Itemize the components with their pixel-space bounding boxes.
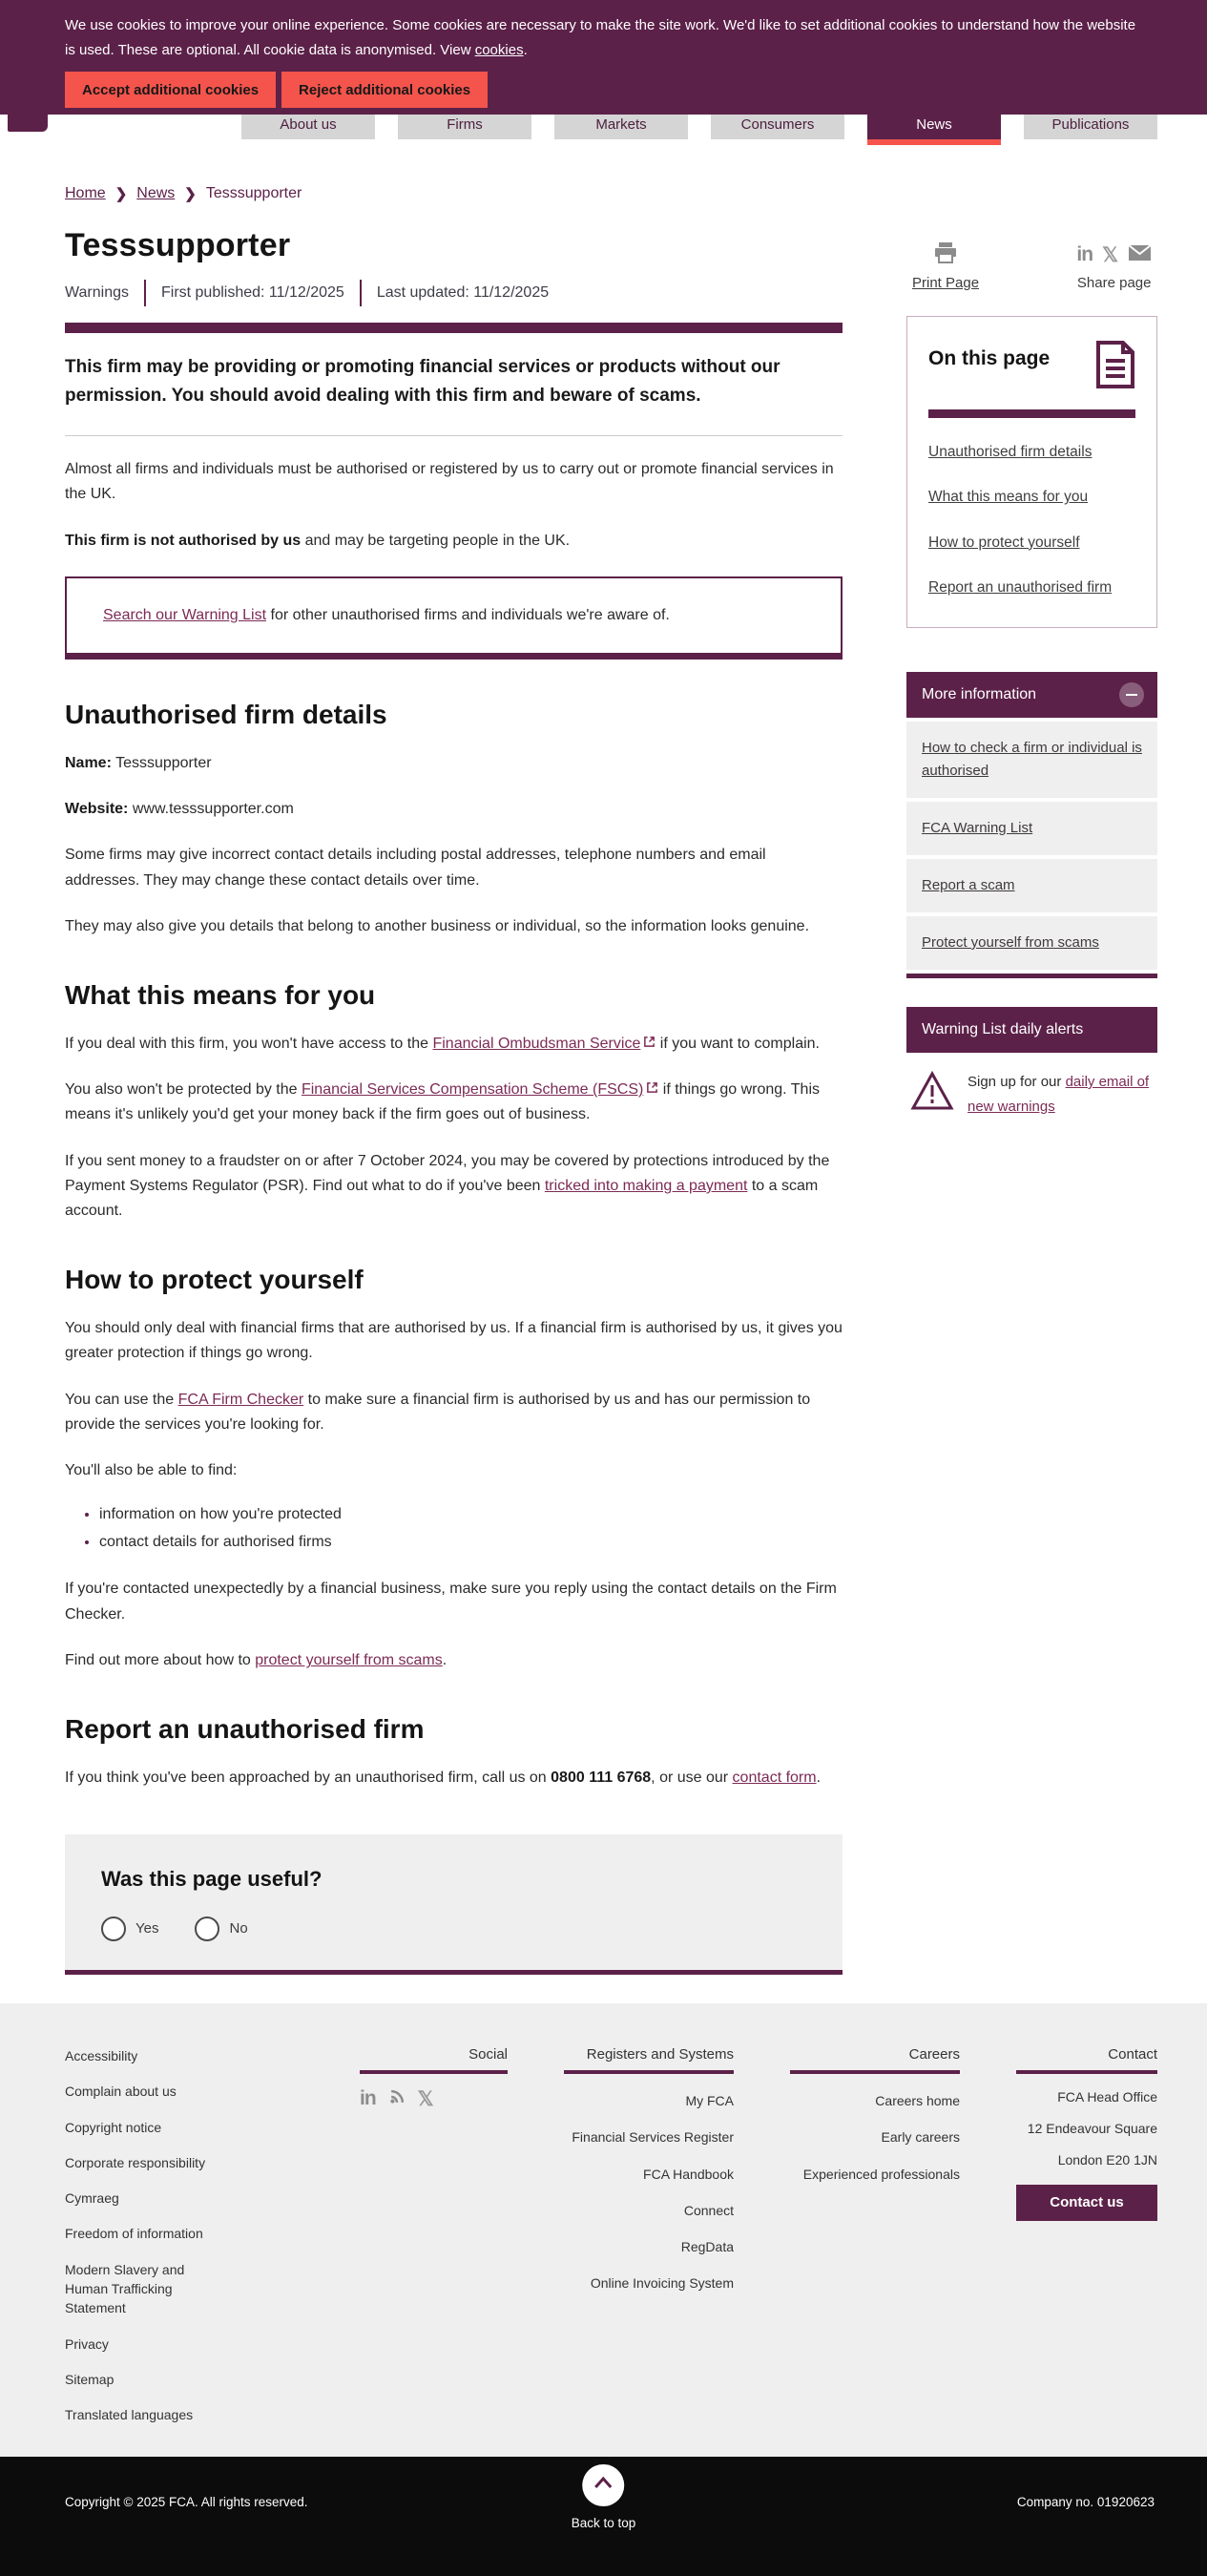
external-link-icon <box>646 1078 658 1102</box>
nav-tab-markets[interactable]: Markets <box>554 97 688 139</box>
protect-bullet-list <box>65 1501 843 1557</box>
footer-link-connect[interactable]: Connect <box>683 2202 734 2218</box>
back-to-top-label: Back to top <box>571 2515 636 2530</box>
article-meta <box>65 280 843 306</box>
footer-registers-column <box>564 2046 734 2441</box>
footer-link-early-careers[interactable]: Early careers <box>881 2129 960 2146</box>
x-twitter-icon[interactable]: 𝕏 <box>1102 243 1118 266</box>
nav-tab-about-us[interactable]: About us <box>241 97 375 139</box>
on-this-page-card <box>906 316 1157 628</box>
chevron-up-icon <box>593 2476 613 2494</box>
copyright-text: Copyright © 2025 FCA. All rights reserved. <box>65 2494 308 2509</box>
more-info-item <box>906 722 1157 798</box>
phone-number: 0800 111 6768 <box>551 1769 652 1786</box>
contact-form-link[interactable]: contact form <box>732 1769 817 1786</box>
warning-list-callout: Search our Warning List for other unauthorised firms and individuals we're aware of. <box>65 576 843 660</box>
nav-tab-publications[interactable]: Publications <box>1024 97 1157 139</box>
contact-address-line: 12 Endeavour Square <box>1027 2121 1157 2137</box>
accept-cookies-button[interactable]: Accept additional cookies <box>65 72 276 108</box>
feedback-question: Was this page useful? <box>101 1866 323 1891</box>
daily-alerts-header: Warning List daily alerts <box>906 1007 1157 1053</box>
section-heading-means: What this means for you <box>65 979 376 1010</box>
bullet-item: • information on how you're protected <box>99 1501 843 1529</box>
column-accent-rule <box>564 2070 734 2074</box>
company-number: Company no. 01920623 <box>1016 2494 1155 2509</box>
yes-label: Yes <box>135 1920 159 1937</box>
footer-link-corporate[interactable]: Corporate responsibility <box>65 2154 206 2170</box>
external-link-icon <box>643 1032 656 1057</box>
footer-link-handbook[interactable]: FCA Handbook <box>643 2166 734 2182</box>
page-actions <box>906 242 1157 291</box>
share-block <box>1076 242 1152 291</box>
module-accent-bar <box>906 974 1157 978</box>
meta-divider <box>360 280 362 306</box>
footer-link-privacy[interactable]: Privacy <box>65 2335 109 2352</box>
collapse-icon[interactable] <box>1119 682 1144 707</box>
section-heading-protect: How to protect yourself <box>65 1264 364 1294</box>
details-paragraph-1: Some firms may give incorrect contact details including postal addresses, telephone numbers and email addresses. They may change these contact details over time. <box>65 847 766 889</box>
page-title: Tesssupporter <box>65 227 291 263</box>
footer-link-foi[interactable]: Freedom of information <box>65 2226 203 2242</box>
cookie-message: We use cookies to improve your online experience. Some cookies are necessary to make the site work. We'd like to set additional cookies to understand how the website is used. These are optional. All cookie data is anonymised. View cookies. <box>65 17 1136 58</box>
protect-paragraph-3: You'll also be able to find: <box>65 1462 238 1479</box>
nav-tab-firms[interactable]: Firms <box>398 97 531 139</box>
warning-triangle-icon <box>910 1070 954 1117</box>
column-accent-rule <box>360 2070 508 2074</box>
section-heading-details: Unauthorised firm details <box>65 699 387 729</box>
tricked-payment-link[interactable]: tricked into making a payment <box>544 1178 748 1195</box>
feedback-option-yes <box>101 1916 158 1941</box>
printer-icon[interactable] <box>933 241 958 269</box>
last-updated: Last updated: 11/12/2025 <box>376 284 550 301</box>
cookie-banner <box>0 0 1207 115</box>
fca-warning-list-link[interactable]: FCA Warning List <box>922 820 1033 836</box>
breadcrumb-home[interactable]: Home <box>65 185 106 201</box>
toc-link-protect[interactable]: How to protect yourself <box>928 534 1080 551</box>
footer-link-sitemap[interactable]: Sitemap <box>65 2371 114 2387</box>
daily-alerts-signup: Sign up for our daily email of new warnings <box>906 1070 1157 1119</box>
means-paragraph-3: If you sent money to a fraudster on or after 7 October 2024, you may be covered by protections introduced by the Payment Systems Regulator (PSR). Find out what to do if you've been tricked into making a payment to a scam account. <box>65 1152 830 1220</box>
rss-icon[interactable] <box>387 2087 406 2111</box>
intro-paragraph: Almost all firms and individuals must be authorised or registered by us to carry out or promote financial services in the UK. <box>65 460 834 503</box>
report-paragraph: If you think you've been approached by an unauthorised firm, call us on 0800 111 6768, or use our contact form. <box>65 1769 822 1786</box>
footer-link-translated[interactable]: Translated languages <box>65 2407 194 2423</box>
column-accent-rule <box>790 2070 960 2074</box>
protect-paragraph-1: You should only deal with financial firms that are authorised by us. If a financial firm is authorised by us, it gives you greater protection if things go wrong. <box>65 1319 843 1362</box>
report-scam-link[interactable]: Report a scam <box>922 877 1015 893</box>
page-feedback-panel <box>65 1834 843 1975</box>
protect-paragraph-4: If you're contacted unexpectedly by a financial business, make sure you reply using the contact details on the Firm Checker. <box>65 1581 837 1623</box>
footer-link-complain[interactable]: Complain about us <box>65 2084 177 2100</box>
nav-tab-news[interactable]: News <box>867 97 1001 139</box>
no-radio[interactable] <box>195 1916 219 1941</box>
footer-link-careers-home[interactable]: Careers home <box>875 2092 960 2108</box>
share-page-label: Share page <box>1076 275 1152 291</box>
print-block <box>912 242 979 291</box>
not-authorised-paragraph: This firm is not authorised by us and may be targeting people in the UK. <box>65 532 571 549</box>
cookie-message-text: We use cookies to improve your online experience. Some cookies are necessary to make the site work. We'd like to set additional cookies to understand how the website is used. These are optional. All cookie data is anonymised. View <box>65 17 1136 58</box>
search-warning-list-link[interactable]: Search our Warning List <box>103 606 267 623</box>
site-header <box>0 115 1207 174</box>
toc-link-report[interactable]: Report an unauthorised firm <box>928 578 1113 596</box>
daily-email-link[interactable]: daily email of new warnings <box>968 1074 1150 1115</box>
chevron-right-icon: ❯ <box>114 186 128 202</box>
on-this-page-title: On this page <box>928 347 1051 369</box>
firm-name-row: Name: Tesssupporter <box>65 754 212 771</box>
print-page-link[interactable]: Print Page <box>912 275 980 291</box>
details-paragraph-2: They may also give you details that belong to another business or individual, so the information looks genuine. <box>65 918 810 935</box>
footer-link-my-fca[interactable]: My FCA <box>685 2092 734 2108</box>
column-accent-rule <box>1016 2070 1157 2074</box>
footer-link-fs-register[interactable]: Financial Services Register <box>572 2129 734 2146</box>
linkedin-icon[interactable]: in <box>1076 243 1093 265</box>
toc-link-means[interactable]: What this means for you <box>928 489 1089 506</box>
more-info-item <box>906 859 1157 912</box>
breadcrumb-news[interactable]: News <box>136 185 176 201</box>
contact-address-line: FCA Head Office <box>1057 2088 1157 2105</box>
email-icon[interactable] <box>1128 244 1152 266</box>
linkedin-icon[interactable]: in <box>360 2087 376 2110</box>
protect-scams-link[interactable]: protect yourself from scams <box>255 1652 443 1669</box>
footer-careers-column <box>790 2046 960 2441</box>
ombudsman-link[interactable]: Financial Ombudsman Service <box>432 1035 641 1052</box>
check-firm-link[interactable]: How to check a firm or individual is authorised <box>922 740 1142 779</box>
category-label: Warnings <box>65 284 129 301</box>
chevron-right-icon: ❯ <box>184 186 197 202</box>
firm-checker-link[interactable]: FCA Firm Checker <box>177 1391 304 1408</box>
footer-link-modern-slavery[interactable]: Modern Slavery and Human Trafficking Statement <box>65 2261 185 2316</box>
careers-heading: Careers <box>908 2045 960 2063</box>
bottom-bar <box>0 2457 1207 2576</box>
bullet-item: • contact details for authorised firms <box>99 1529 843 1557</box>
breadcrumb <box>65 185 1157 202</box>
back-to-top-button[interactable] <box>572 2464 636 2530</box>
contact-us-button[interactable]: Contact us <box>1016 2185 1157 2221</box>
x-twitter-icon[interactable]: 𝕏 <box>417 2087 434 2110</box>
contact-address-line: London E20 1JN <box>1057 2152 1157 2168</box>
fscs-link[interactable]: Financial Services Compensation Scheme (FSCS) <box>301 1080 644 1098</box>
document-icon <box>1095 340 1135 394</box>
toc-link-details[interactable]: Unauthorised firm details <box>928 444 1093 460</box>
footer-contact-column <box>1016 2046 1157 2441</box>
cookies-link[interactable]: cookies <box>474 41 524 58</box>
footer-link-regdata[interactable]: RegData <box>680 2239 734 2255</box>
protect-from-scams-link[interactable]: Protect yourself from scams <box>922 934 1099 951</box>
section-heading-report: Report an unauthorised firm <box>65 1713 425 1744</box>
feedback-option-no <box>195 1916 247 1941</box>
yes-radio[interactable] <box>101 1916 126 1941</box>
divider <box>65 435 843 436</box>
footer-link-accessibility[interactable]: Accessibility <box>65 2047 138 2063</box>
nav-tab-consumers[interactable]: Consumers <box>711 97 844 139</box>
breadcrumb-current: Tesssupporter <box>205 185 302 201</box>
protect-paragraph-5: Find out more about how to protect yourself from scams. <box>65 1652 447 1669</box>
reject-cookies-button[interactable]: Reject additional cookies <box>281 72 488 108</box>
first-published: First published: 11/12/2025 <box>160 284 344 301</box>
footer <box>0 2003 1207 2457</box>
contact-heading: Contact <box>1108 2045 1157 2063</box>
means-paragraph-1: If you deal with this firm, you won't have access to the Financial Ombudsman Service if you want to complain. <box>65 1032 843 1057</box>
footer-links-column <box>65 2046 303 2441</box>
footer-link-copyright[interactable]: Copyright notice <box>65 2119 162 2135</box>
more-information-title: More information <box>922 686 1037 702</box>
social-heading: Social <box>468 2045 508 2063</box>
registers-heading: Registers and Systems <box>586 2045 734 2063</box>
card-accent-bar <box>928 409 1135 418</box>
footer-social-column <box>360 2046 508 2441</box>
warning-headline: This firm may be providing or promoting financial services or products without our permission. You should avoid dealing with this firm and beware of scams. <box>65 357 780 407</box>
no-label: No <box>229 1920 248 1937</box>
footer-link-invoicing[interactable]: Online Invoicing System <box>590 2275 734 2292</box>
means-paragraph-2: You also won't be protected by the Financial Services Compensation Scheme (FSCS) if things go wrong. This means it's unlikely you'd get your money back if the firm goes out of business. <box>65 1078 843 1128</box>
more-info-item <box>906 916 1157 970</box>
footer-link-cymraeg[interactable]: Cymraeg <box>65 2190 119 2207</box>
meta-divider <box>144 280 146 306</box>
firm-website-row: Website: www.tesssupporter.com <box>65 800 294 817</box>
title-accent-bar <box>65 323 843 333</box>
protect-paragraph-2: You can use the FCA Firm Checker to make sure a financial firm is authorised by us and has our permission to provide the services you're looking for. <box>65 1391 811 1434</box>
footer-link-experienced[interactable]: Experienced professionals <box>802 2166 960 2182</box>
more-info-item <box>906 802 1157 855</box>
more-information-module <box>906 672 1157 978</box>
